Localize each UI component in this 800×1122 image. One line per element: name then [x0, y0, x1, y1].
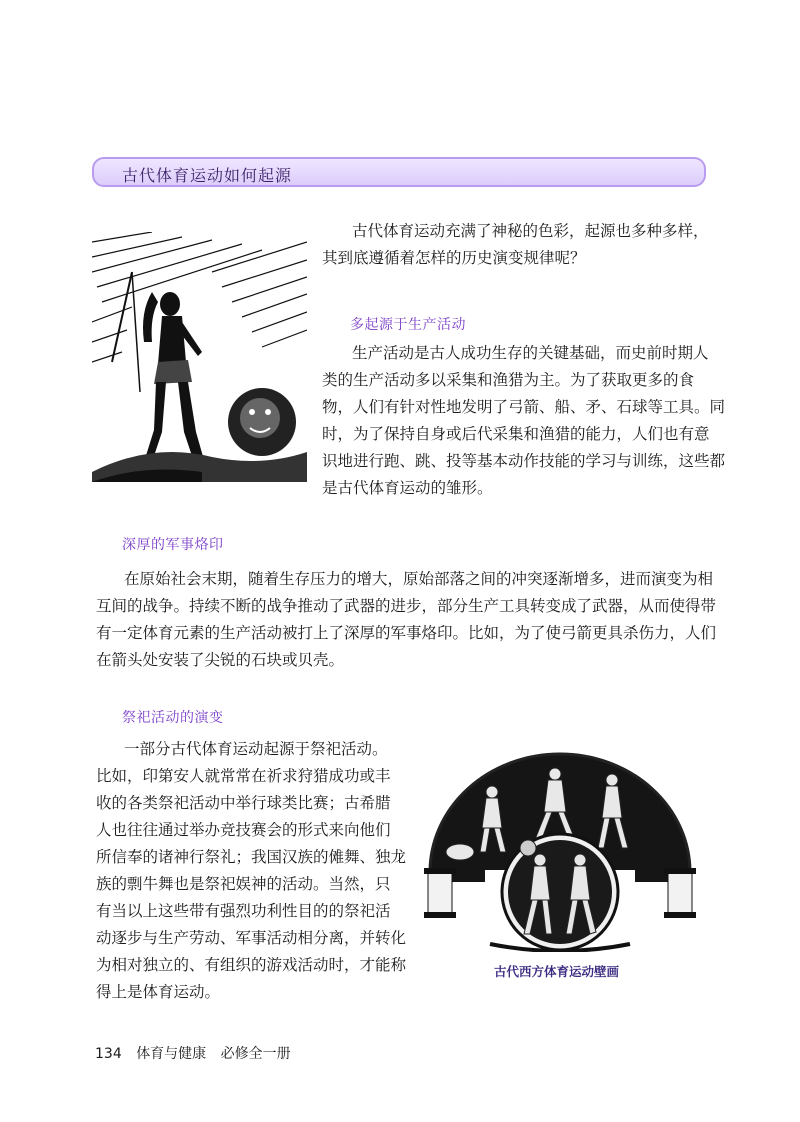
intro-paragraph: [322, 218, 712, 272]
production-line: 是古代体育运动的雏形。: [322, 479, 493, 497]
subsection-heading-military: 深厚的军事烙印: [122, 537, 224, 553]
greek-mural-illustration: [420, 752, 700, 952]
subsection-heading-ritual: 祭祀活动的演变: [122, 710, 224, 726]
intro-line: 其到底遵循着怎样的历史演变规律呢？: [322, 249, 586, 267]
military-paragraph: [96, 566, 717, 674]
production-line: 识地进行跑、跳、投等基本动作技能的学习与训练，这些都: [322, 452, 726, 470]
section-title-bar: [92, 157, 706, 187]
ritual-paragraph: [96, 736, 406, 1006]
military-line: 有一定体育元素的生产活动被打上了深厚的军事烙印。比如，为了使弓箭更具杀伤力，人们: [96, 624, 717, 642]
ritual-line: 动逐步与生产劳动、军事活动相分离，并转化: [96, 929, 407, 947]
ritual-line: 一部分古代体育运动起源于祭祀活动。: [124, 740, 388, 758]
military-line: 互间的战争。持续不断的战争推动了武器的进步，部分生产工具转变成了武器，从而使得带: [96, 597, 717, 615]
military-line: 在原始社会末期，随着生存压力的增大，原始部落之间的冲突逐渐增多，进而演变为相: [124, 570, 714, 588]
ritual-line: 为相对独立的、有组织的游戏活动时，才能称: [96, 956, 407, 974]
ritual-line: 所信奉的诸神行祭礼；我国汉族的傩舞、独龙: [96, 848, 407, 866]
production-line: 类的生产活动多以采集和渔猎为主。为了获取更多的食: [322, 371, 695, 389]
hunter-lion-illustration: [92, 232, 307, 482]
ritual-line: 收的各类祭祀活动中举行球类比赛；古希腊: [96, 794, 391, 812]
section-title: 古代体育运动如何起源: [122, 166, 293, 185]
ritual-line: 族的剽牛舞也是祭祀娱神的活动。当然，只: [96, 875, 391, 893]
production-line: 生产活动是古人成功生存的关键基础，而史前时期人: [352, 344, 709, 362]
ritual-line: 比如，印第安人就常常在祈求狩猎成功或丰: [96, 767, 391, 785]
page-number: 134: [95, 1046, 122, 1062]
ritual-line: 得上是体育运动。: [96, 983, 221, 1001]
volume-label: 必修全一册: [220, 1046, 291, 1062]
book-title: 体育与健康: [136, 1046, 207, 1062]
ritual-line: 有当以上这些带有强烈功利性目的的祭祀活: [96, 902, 391, 920]
subsection-heading-production: 多起源于生产活动: [350, 317, 466, 333]
page-footer: [95, 1043, 301, 1063]
production-paragraph: [322, 340, 726, 502]
production-line: 时，为了保持自身或后代采集和渔猎的能力，人们也有意: [322, 425, 710, 443]
intro-line: 古代体育运动充满了神秘的色彩，起源也多种多样，: [352, 222, 709, 240]
military-line: 在箭头处安装了尖锐的石块或贝壳。: [96, 651, 345, 669]
production-line: 物，人们有针对性地发明了弓箭、船、矛、石球等工具。同: [322, 398, 726, 416]
mural-caption: 古代西方体育运动壁画: [494, 964, 620, 979]
ritual-line: 人也往往通过举办竞技赛会的形式来向他们: [96, 821, 391, 839]
